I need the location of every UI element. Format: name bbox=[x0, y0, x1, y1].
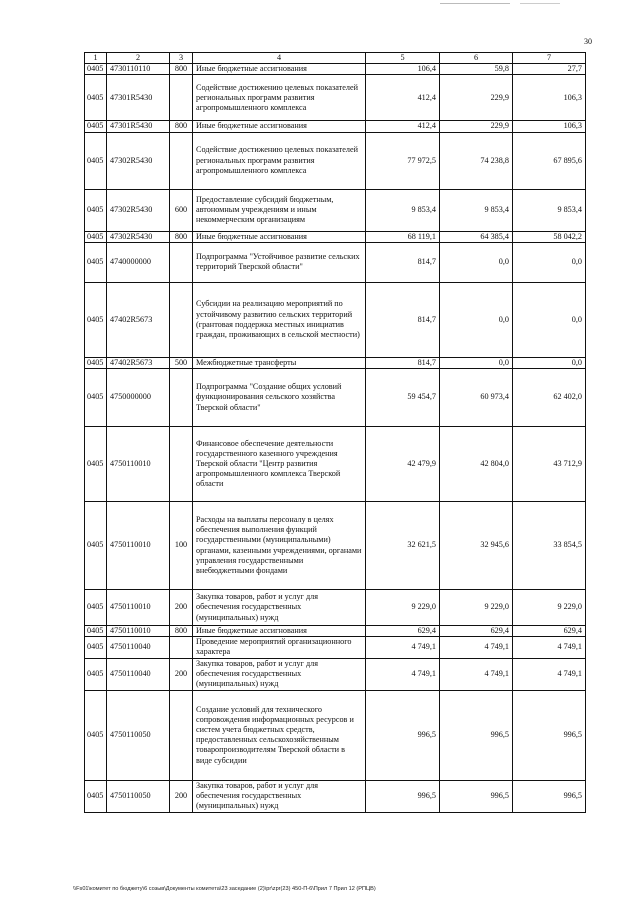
amount-col7-cell: 62 402,0 bbox=[513, 369, 586, 427]
target-code-cell: 4750110010 bbox=[107, 626, 170, 637]
amount-col7-cell: 9 229,0 bbox=[513, 590, 586, 626]
target-code-cell: 4750110040 bbox=[107, 658, 170, 690]
amount-col5-cell: 59 454,7 bbox=[366, 369, 440, 427]
table-row bbox=[85, 502, 586, 590]
expense-kind-cell: 800 bbox=[170, 626, 193, 637]
section-cell: 0405 bbox=[85, 242, 107, 282]
expense-kind-cell bbox=[170, 427, 193, 502]
description-cell: Проведение мероприятий организационного характера bbox=[193, 637, 366, 658]
description-cell: Иные бюджетные ассигнования bbox=[193, 626, 366, 637]
amount-col7-cell: 9 853,4 bbox=[513, 189, 586, 231]
amount-col7-cell: 58 042,2 bbox=[513, 231, 586, 242]
section-cell: 0405 bbox=[85, 357, 107, 368]
section-cell: 0405 bbox=[85, 282, 107, 357]
description-cell: Предоставление субсидий бюджетным, автономным учреждениям и иным некоммерческим организациям bbox=[193, 189, 366, 231]
amount-col5-cell: 32 621,5 bbox=[366, 502, 440, 590]
file-path-footer: \\Fs01\комитет по бюджету\6 созыв\Документы комитета\23 заседание (2)\pr\zpr(23) 450-П-6\Прил 7 Прил 12 (РПЦВ) bbox=[73, 886, 376, 892]
table-row bbox=[85, 427, 586, 502]
target-code-cell: 47301R5430 bbox=[107, 121, 170, 132]
column-header: 1 bbox=[85, 53, 107, 64]
budget-table bbox=[84, 52, 586, 813]
amount-col7-cell: 0,0 bbox=[513, 357, 586, 368]
table-row bbox=[85, 780, 586, 812]
amount-col5-cell: 814,7 bbox=[366, 282, 440, 357]
expense-kind-cell bbox=[170, 690, 193, 780]
column-header: 6 bbox=[440, 53, 513, 64]
description-cell: Подпрограмма "Устойчивое развитие сельских территорий Тверской области" bbox=[193, 242, 366, 282]
target-code-cell: 4750000000 bbox=[107, 369, 170, 427]
section-cell: 0405 bbox=[85, 189, 107, 231]
amount-col5-cell: 4 749,1 bbox=[366, 658, 440, 690]
amount-col5-cell: 996,5 bbox=[366, 780, 440, 812]
amount-col5-cell: 814,7 bbox=[366, 357, 440, 368]
description-cell: Закупка товаров, работ и услуг для обеспечения государственных (муниципальных) нужд bbox=[193, 780, 366, 812]
amount-col6-cell: 9 853,4 bbox=[440, 189, 513, 231]
description-cell: Создание условий для технического сопровождения информационных ресурсов и систем учета бюджетных средств, предоставленных сельскохозяйственным товаропроизводителям Тверской области в виде субсидии bbox=[193, 690, 366, 780]
amount-col7-cell: 996,5 bbox=[513, 690, 586, 780]
section-cell: 0405 bbox=[85, 626, 107, 637]
amount-col7-cell: 33 854,5 bbox=[513, 502, 586, 590]
section-cell: 0405 bbox=[85, 780, 107, 812]
expense-kind-cell bbox=[170, 75, 193, 121]
description-cell: Субсидии на реализацию мероприятий по устойчивому развитию сельских территорий (грантовая поддержка местных инициатив граждан, проживающих в сельской местности) bbox=[193, 282, 366, 357]
page-number: 30 bbox=[584, 37, 592, 46]
section-cell: 0405 bbox=[85, 658, 107, 690]
description-cell: Подпрограмма "Создание общих условий функционирования сельского хозяйства Тверской области" bbox=[193, 369, 366, 427]
table-row bbox=[85, 369, 586, 427]
table-row bbox=[85, 637, 586, 658]
amount-col5-cell: 996,5 bbox=[366, 690, 440, 780]
section-cell: 0405 bbox=[85, 64, 107, 75]
amount-col5-cell: 42 479,9 bbox=[366, 427, 440, 502]
expense-kind-cell: 800 bbox=[170, 121, 193, 132]
table-row bbox=[85, 282, 586, 357]
amount-col6-cell: 32 945,6 bbox=[440, 502, 513, 590]
amount-col5-cell: 814,7 bbox=[366, 242, 440, 282]
table-row bbox=[85, 357, 586, 368]
expense-kind-cell: 200 bbox=[170, 780, 193, 812]
description-cell: Иные бюджетные ассигнования bbox=[193, 64, 366, 75]
amount-col6-cell: 74 238,8 bbox=[440, 132, 513, 189]
target-code-cell: 47302R5430 bbox=[107, 231, 170, 242]
expense-kind-cell bbox=[170, 369, 193, 427]
amount-col7-cell: 106,3 bbox=[513, 75, 586, 121]
amount-col5-cell: 68 119,1 bbox=[366, 231, 440, 242]
column-header: 3 bbox=[170, 53, 193, 64]
amount-col7-cell: 629,4 bbox=[513, 626, 586, 637]
description-cell: Расходы на выплаты персоналу в целях обеспечения выполнения функций государственными (муниципальными) органами, казенными учреждениями, органами управления государственными внебюджетными фондами bbox=[193, 502, 366, 590]
amount-col7-cell: 0,0 bbox=[513, 242, 586, 282]
target-code-cell: 47302R5430 bbox=[107, 189, 170, 231]
table-row bbox=[85, 590, 586, 626]
expense-kind-cell bbox=[170, 282, 193, 357]
description-cell: Закупка товаров, работ и услуг для обеспечения государственных (муниципальных) нужд bbox=[193, 590, 366, 626]
expense-kind-cell: 200 bbox=[170, 658, 193, 690]
amount-col6-cell: 0,0 bbox=[440, 357, 513, 368]
description-cell: Межбюджетные трансферты bbox=[193, 357, 366, 368]
column-header: 5 bbox=[366, 53, 440, 64]
expense-kind-cell: 800 bbox=[170, 64, 193, 75]
amount-col6-cell: 4 749,1 bbox=[440, 658, 513, 690]
target-code-cell: 4740000000 bbox=[107, 242, 170, 282]
column-header: 7 bbox=[513, 53, 586, 64]
target-code-cell: 4750110010 bbox=[107, 502, 170, 590]
scan-artifact bbox=[520, 3, 560, 4]
table-row bbox=[85, 189, 586, 231]
amount-col6-cell: 996,5 bbox=[440, 780, 513, 812]
amount-col7-cell: 996,5 bbox=[513, 780, 586, 812]
section-cell: 0405 bbox=[85, 231, 107, 242]
amount-col7-cell: 4 749,1 bbox=[513, 637, 586, 658]
amount-col5-cell: 77 972,5 bbox=[366, 132, 440, 189]
section-cell: 0405 bbox=[85, 75, 107, 121]
description-cell: Содействие достижению целевых показателей региональных программ развития агропромышленного комплекса bbox=[193, 75, 366, 121]
section-cell: 0405 bbox=[85, 690, 107, 780]
amount-col7-cell: 4 749,1 bbox=[513, 658, 586, 690]
target-code-cell: 47302R5430 bbox=[107, 132, 170, 189]
amount-col6-cell: 60 973,4 bbox=[440, 369, 513, 427]
section-cell: 0405 bbox=[85, 637, 107, 658]
amount-col6-cell: 229,9 bbox=[440, 121, 513, 132]
amount-col5-cell: 9 229,0 bbox=[366, 590, 440, 626]
amount-col5-cell: 412,4 bbox=[366, 121, 440, 132]
expense-kind-cell bbox=[170, 637, 193, 658]
table-row bbox=[85, 690, 586, 780]
amount-col7-cell: 27,7 bbox=[513, 64, 586, 75]
amount-col5-cell: 4 749,1 bbox=[366, 637, 440, 658]
target-code-cell: 47402R5673 bbox=[107, 282, 170, 357]
amount-col6-cell: 59,8 bbox=[440, 64, 513, 75]
amount-col7-cell: 106,3 bbox=[513, 121, 586, 132]
expense-kind-cell: 200 bbox=[170, 590, 193, 626]
target-code-cell: 47301R5430 bbox=[107, 75, 170, 121]
target-code-cell: 4750110040 bbox=[107, 637, 170, 658]
expense-kind-cell: 600 bbox=[170, 189, 193, 231]
section-cell: 0405 bbox=[85, 427, 107, 502]
amount-col6-cell: 9 229,0 bbox=[440, 590, 513, 626]
amount-col5-cell: 629,4 bbox=[366, 626, 440, 637]
table-row bbox=[85, 231, 586, 242]
section-cell: 0405 bbox=[85, 502, 107, 590]
expense-kind-cell bbox=[170, 242, 193, 282]
section-cell: 0405 bbox=[85, 369, 107, 427]
table-row bbox=[85, 242, 586, 282]
table-row bbox=[85, 64, 586, 75]
amount-col6-cell: 229,9 bbox=[440, 75, 513, 121]
amount-col7-cell: 0,0 bbox=[513, 282, 586, 357]
expense-kind-cell bbox=[170, 132, 193, 189]
section-cell: 0405 bbox=[85, 132, 107, 189]
description-cell: Закупка товаров, работ и услуг для обеспечения государственных (муниципальных) нужд bbox=[193, 658, 366, 690]
amount-col6-cell: 629,4 bbox=[440, 626, 513, 637]
amount-col6-cell: 4 749,1 bbox=[440, 637, 513, 658]
target-code-cell: 4730110110 bbox=[107, 64, 170, 75]
table-header-row bbox=[85, 53, 586, 64]
description-cell: Финансовое обеспечение деятельности государственного казенного учреждения Тверской области "Центр развития агропромышленного комплекса Тверской области bbox=[193, 427, 366, 502]
table-row bbox=[85, 658, 586, 690]
amount-col6-cell: 64 385,4 bbox=[440, 231, 513, 242]
target-code-cell: 4750110010 bbox=[107, 590, 170, 626]
amount-col6-cell: 42 804,0 bbox=[440, 427, 513, 502]
description-cell: Содействие достижению целевых показателей региональных программ развития агропромышленного комплекса bbox=[193, 132, 366, 189]
table-row bbox=[85, 626, 586, 637]
amount-col6-cell: 0,0 bbox=[440, 242, 513, 282]
target-code-cell: 4750110010 bbox=[107, 427, 170, 502]
description-cell: Иные бюджетные ассигнования bbox=[193, 231, 366, 242]
target-code-cell: 4750110050 bbox=[107, 780, 170, 812]
amount-col5-cell: 106,4 bbox=[366, 64, 440, 75]
expense-kind-cell: 100 bbox=[170, 502, 193, 590]
section-cell: 0405 bbox=[85, 121, 107, 132]
amount-col7-cell: 67 895,6 bbox=[513, 132, 586, 189]
section-cell: 0405 bbox=[85, 590, 107, 626]
table-row bbox=[85, 121, 586, 132]
expense-kind-cell: 800 bbox=[170, 231, 193, 242]
amount-col6-cell: 996,5 bbox=[440, 690, 513, 780]
scan-artifact bbox=[440, 3, 510, 4]
expense-kind-cell: 500 bbox=[170, 357, 193, 368]
amount-col5-cell: 412,4 bbox=[366, 75, 440, 121]
amount-col6-cell: 0,0 bbox=[440, 282, 513, 357]
amount-col7-cell: 43 712,9 bbox=[513, 427, 586, 502]
target-code-cell: 4750110050 bbox=[107, 690, 170, 780]
description-cell: Иные бюджетные ассигнования bbox=[193, 121, 366, 132]
target-code-cell: 47402R5673 bbox=[107, 357, 170, 368]
table-body bbox=[85, 64, 586, 812]
table-row bbox=[85, 132, 586, 189]
column-header: 4 bbox=[193, 53, 366, 64]
amount-col5-cell: 9 853,4 bbox=[366, 189, 440, 231]
column-header: 2 bbox=[107, 53, 170, 64]
table-row bbox=[85, 75, 586, 121]
